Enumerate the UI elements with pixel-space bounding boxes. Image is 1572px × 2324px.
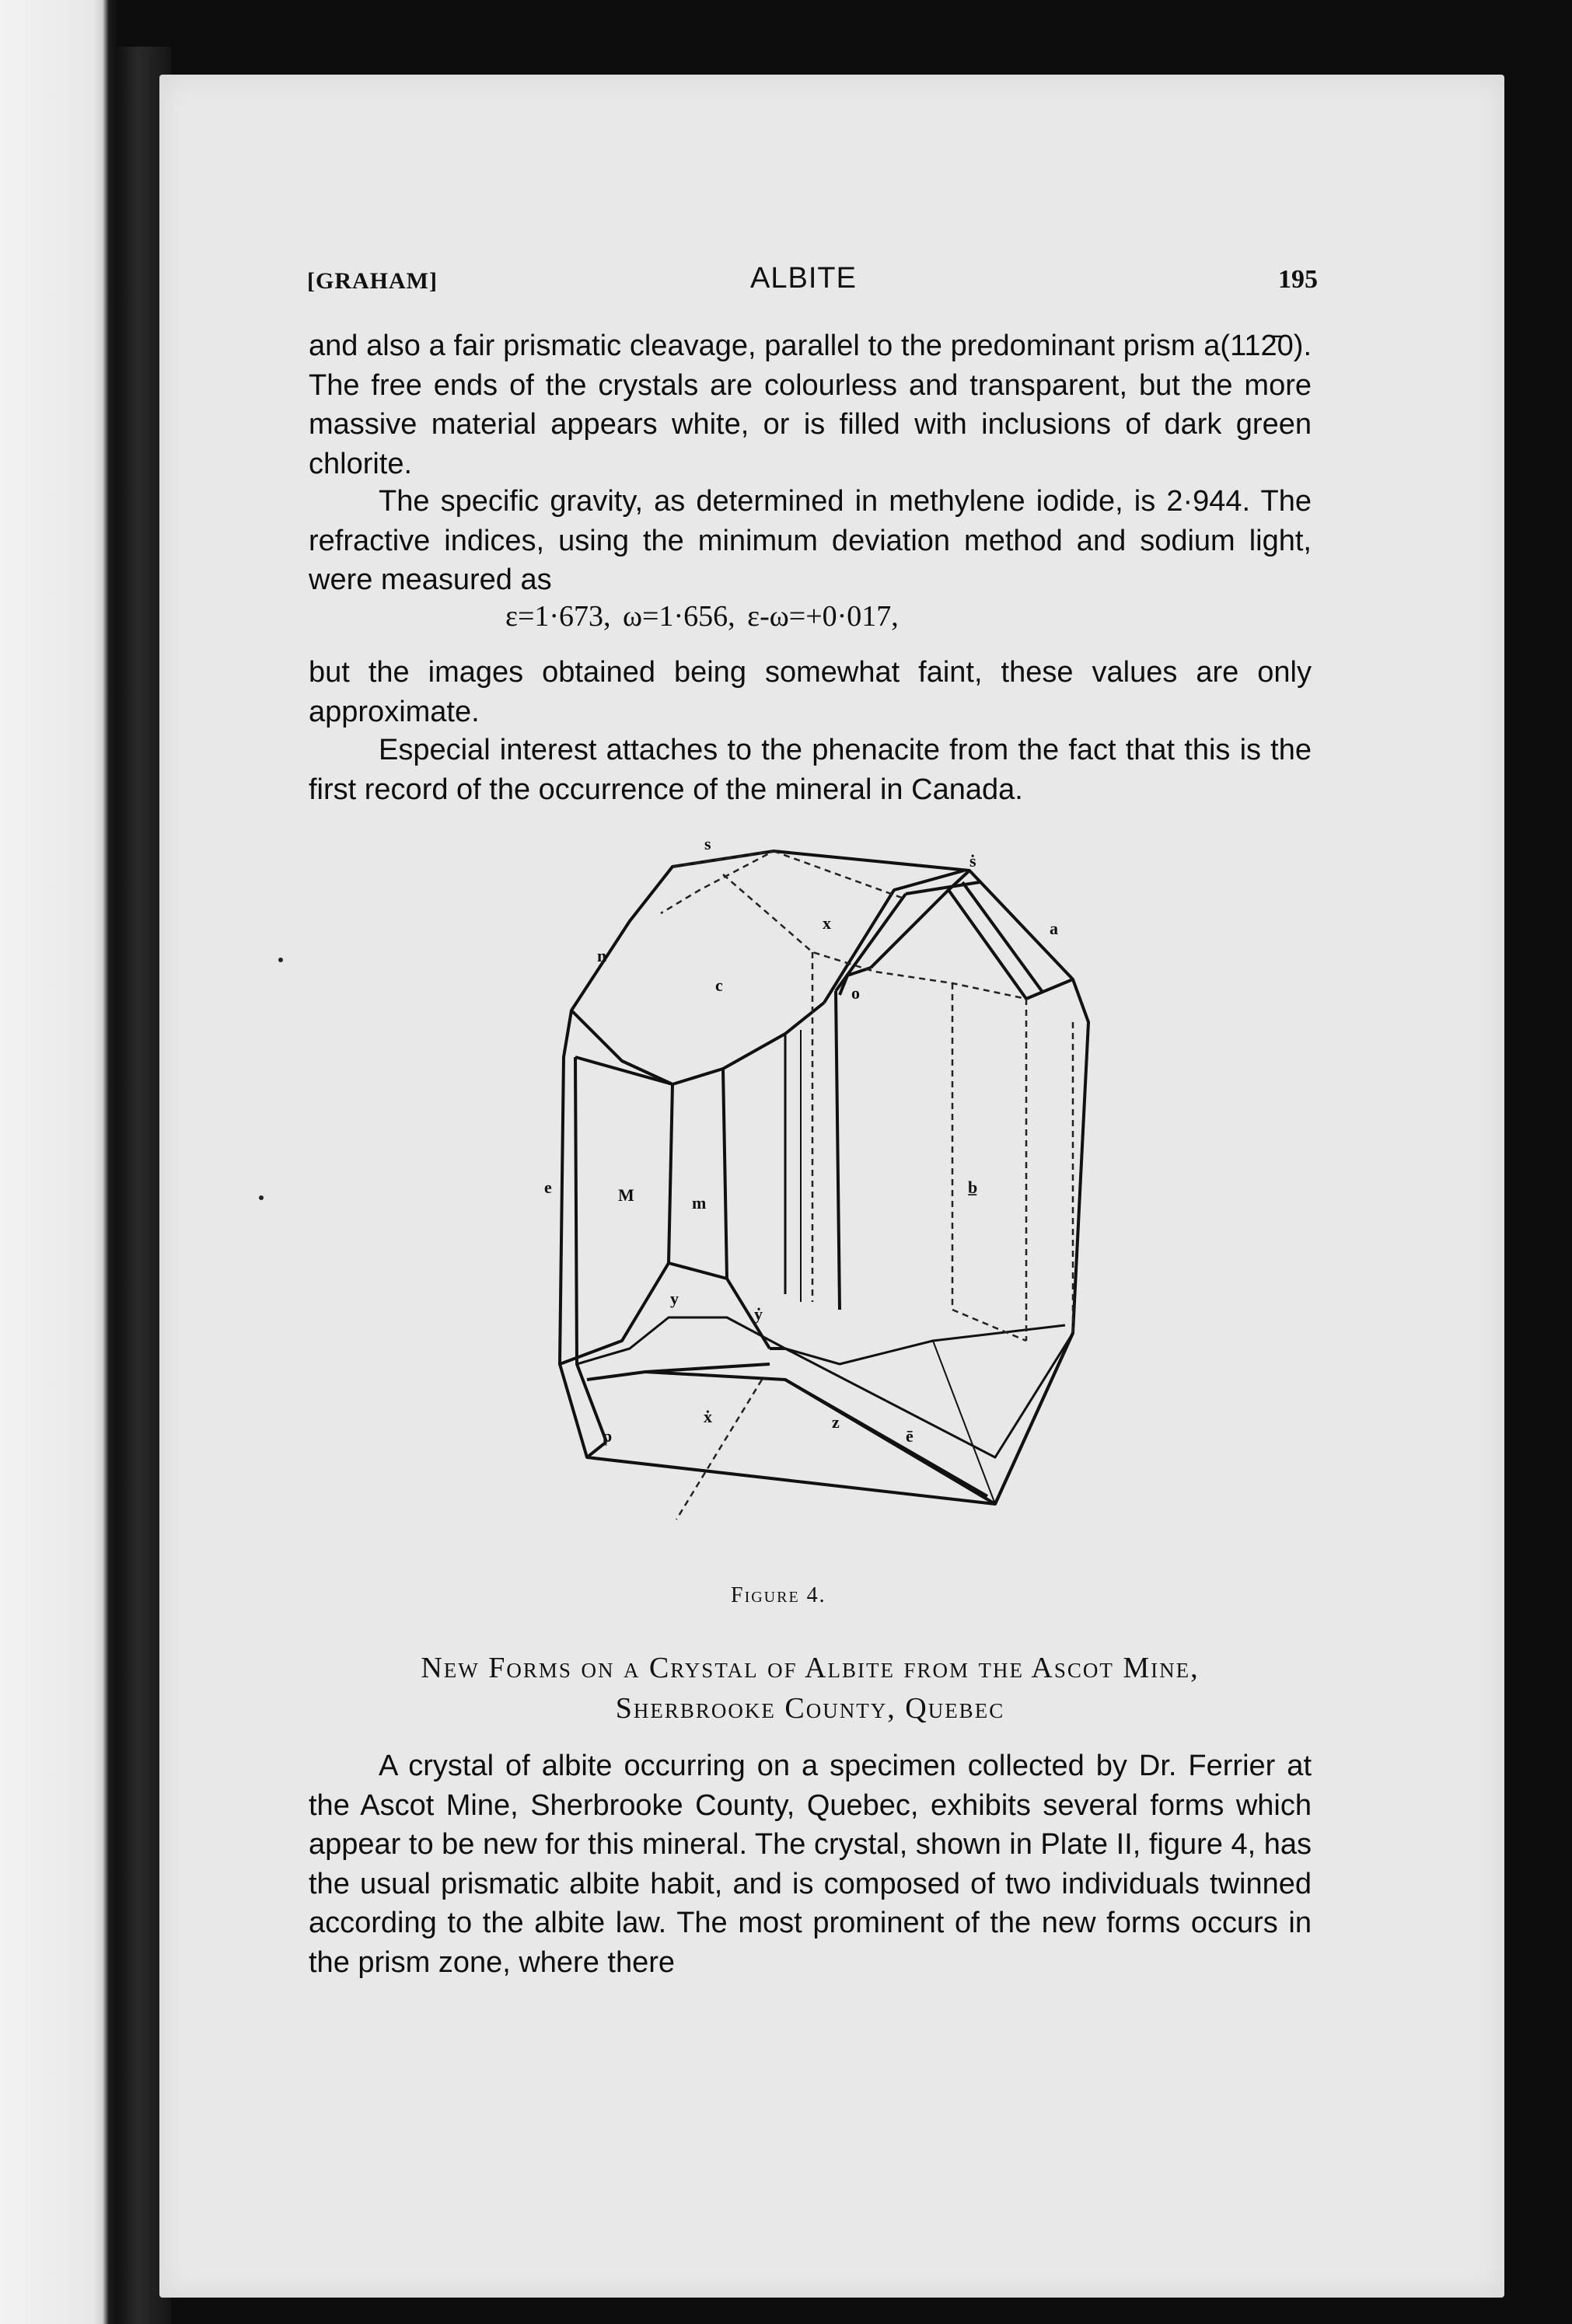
face-label-M: M	[618, 1185, 634, 1205]
section-title-line1: New Forms on a Crystal of Albite from the Ascot Mine,	[421, 1652, 1200, 1684]
face-label-o: o	[851, 983, 860, 1003]
face-label-x-dot: ẋ	[704, 1407, 712, 1426]
face-label-e: e	[544, 1178, 552, 1197]
face-label-s: s	[704, 836, 711, 853]
section-title	[309, 1648, 1312, 1729]
header-author: [GRAHAM]	[307, 268, 438, 294]
speck	[278, 958, 283, 962]
paragraph-approximate: but the images obtained being somewhat faint, these values are only approximate.	[309, 656, 1312, 728]
page-number: 195	[1278, 265, 1318, 294]
face-label-y-dot: ẏ	[754, 1304, 763, 1324]
face-label-s-dot: ṡ	[969, 851, 976, 871]
paragraph-cleavage: and also a fair prismatic cleavage, parallel to the predominant prism a(112̄0). The free ends of the crystals are colourless and transparent, but the more massive material appears white, or is filled with inclusions of dark green chlorite.	[309, 330, 1312, 480]
face-label-y: y	[670, 1289, 679, 1308]
face-label-x: x	[823, 913, 831, 933]
face-label-c: c	[715, 975, 723, 995]
paragraph-phenacite-interest-text: Especial interest attaches to the phenacite from the fact that this is the first record of the occurrence of the mineral in Canada.	[309, 734, 1312, 806]
crystal-drawing	[529, 836, 1096, 1566]
refractive-index-formula: ε=1·673, ω=1·656, ε-ω=+0·017,	[505, 600, 899, 633]
face-label-a: a	[1050, 919, 1058, 938]
paragraph-specific-gravity	[309, 482, 1312, 600]
paragraph-phenacite-interest	[309, 731, 1312, 809]
running-header	[307, 262, 1318, 301]
face-label-n: n	[597, 946, 607, 965]
paragraph-albite-crystal-text: A crystal of albite occurring on a specimen collected by Dr. Ferrier at the Ascot Mine, Sherbrooke County, Quebec, exhibits several forms which appear to be new for this mineral. The crystal, shown in Plate II, figure 4, has the usual prismatic albite habit, and is composed of two individuals twinned according to the albite law. The most prominent of the new forms occurs in the prism zone, where there	[309, 1750, 1312, 1979]
paragraph-specific-gravity-text: The specific gravity, as determined in methylene iodide, is 2·944. The refractive indices, using the minimum deviation method and sodium light, were measured as	[309, 485, 1312, 596]
header-title: ALBITE	[750, 262, 857, 295]
face-label-p: p	[603, 1426, 613, 1446]
face-label-b: b̲	[968, 1178, 978, 1197]
face-label-z: z	[832, 1412, 840, 1432]
face-label-e-bar: ē	[906, 1426, 914, 1446]
paragraph-albite-crystal	[309, 1746, 1312, 1982]
figure-caption: Figure 4.	[731, 1583, 826, 1607]
speck	[259, 1195, 264, 1200]
adjacent-page-edge	[0, 0, 117, 2324]
face-label-m: m	[692, 1193, 707, 1213]
section-title-line2: Sherbrooke County, Quebec	[615, 1692, 1005, 1725]
